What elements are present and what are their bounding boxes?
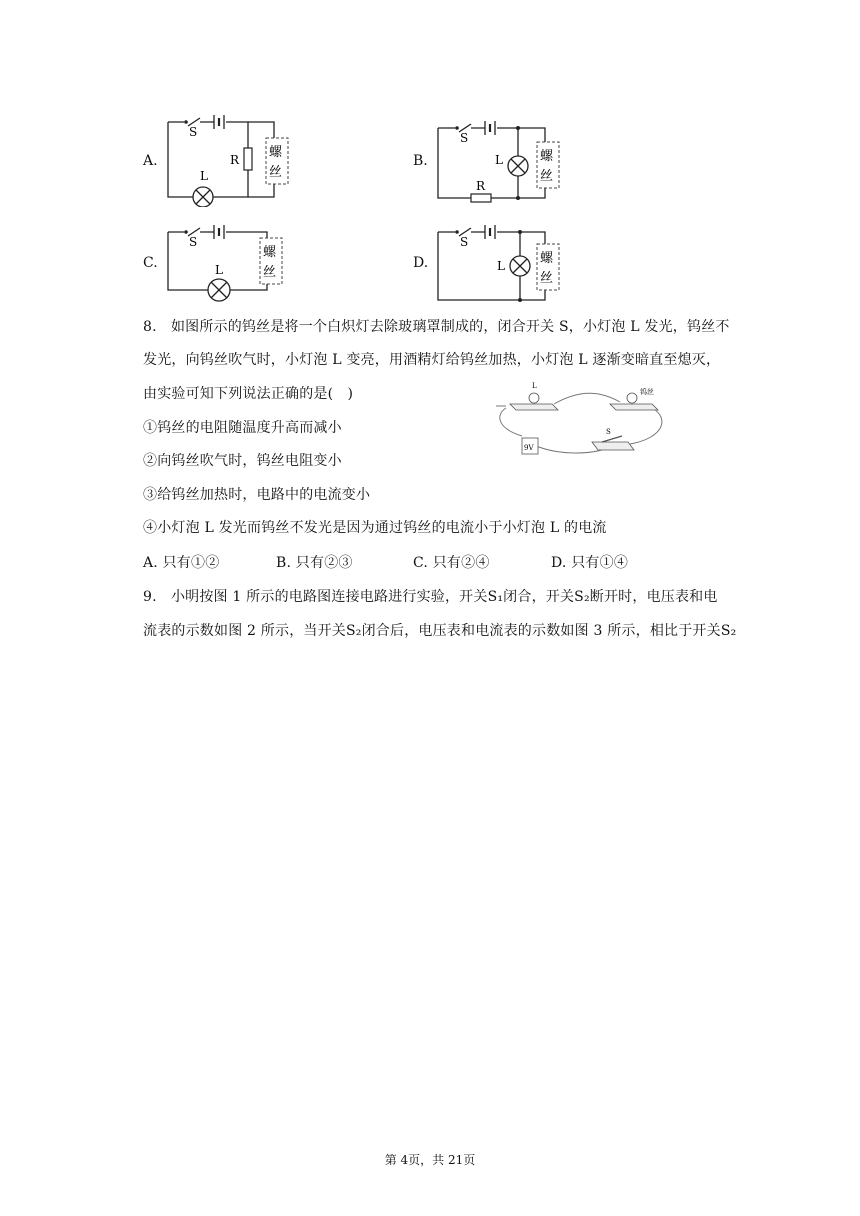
- q8-choice-a: A. 只有①②: [143, 555, 220, 571]
- battery-label: 9V: [524, 444, 534, 452]
- switch-label: S: [189, 125, 198, 139]
- circuit-b-diagram: [433, 118, 573, 208]
- switch-label: S: [606, 428, 611, 436]
- option-d-letter: D.: [413, 255, 429, 271]
- coil-label-2: 丝: [540, 271, 554, 286]
- coil-label-1: 螺: [263, 245, 277, 260]
- q8-line-1: 8. 如图所示的钨丝是将一个白炽灯去除玻璃罩制成的，闭合开关 S，小灯泡 L 发光，钨丝不: [143, 319, 730, 335]
- switch-label: S: [460, 131, 469, 145]
- option-c-letter: C.: [143, 255, 158, 271]
- q8-statement-4: ④小灯泡 L 发光而钨丝不发光是因为通过钨丝的电流小于小灯泡 L 的电流: [143, 520, 607, 536]
- lamp-label: L: [495, 153, 503, 167]
- circuit-d-diagram: [433, 218, 573, 306]
- q8-line-3: 由实验可知下列说法正确的是( ): [143, 386, 354, 402]
- coil-label-2: 丝: [540, 169, 554, 184]
- q9-line-2: 流表的示数如图 2 所示，当开关S₂闭合后，电压表和电流表的示数如图 3 所示，相比于开关S₂: [143, 623, 737, 639]
- q8-line-2: 发光，向钨丝吹气时，小灯泡 L 变亮，用酒精灯给钨丝加热，小灯泡 L 逐渐变暗直至熄灭，: [143, 352, 721, 368]
- q8-choice-b: B. 只有②③: [276, 555, 353, 571]
- switch-label: S: [460, 235, 469, 249]
- option-b-letter: B.: [413, 153, 428, 169]
- q8-statement-2: ②向钨丝吹气时，钨丝电阻变小: [143, 453, 342, 469]
- q8-choice-d: D. 只有①④: [551, 555, 629, 571]
- switch-label: S: [189, 235, 198, 249]
- q8-statement-1: ①钨丝的电阻随温度升高而减小: [143, 420, 342, 436]
- coil-label-2: 丝: [269, 165, 283, 180]
- q8-choice-c: C. 只有②④: [413, 555, 490, 571]
- circuit-c-diagram: [162, 218, 302, 306]
- page-footer: 第 4页，共 21页: [384, 1153, 476, 1167]
- resistor-label: R: [476, 179, 486, 193]
- coil-label-1: 螺: [540, 251, 554, 266]
- circuit-a-diagram: [162, 112, 302, 207]
- coil-label-2: 丝: [263, 265, 277, 280]
- q9-line-1: 9. 小明按图 1 所示的电路图连接电路进行实验，开关S₁闭合，开关S₂断开时，电压表和电: [143, 589, 718, 605]
- wire-label: 钨丝: [640, 388, 654, 396]
- lamp-label: L: [532, 382, 537, 390]
- coil-label-1: 螺: [540, 149, 554, 164]
- lamp-label: L: [497, 259, 505, 273]
- lamp-label: L: [200, 169, 208, 183]
- q8-statement-3: ③给钨丝加热时，电路中的电流变小: [143, 487, 371, 503]
- coil-label-1: 螺: [269, 145, 283, 160]
- option-a-letter: A.: [143, 153, 158, 169]
- resistor-label: R: [230, 153, 240, 167]
- lamp-label: L: [215, 263, 223, 277]
- q8-experiment-figure: [492, 378, 672, 458]
